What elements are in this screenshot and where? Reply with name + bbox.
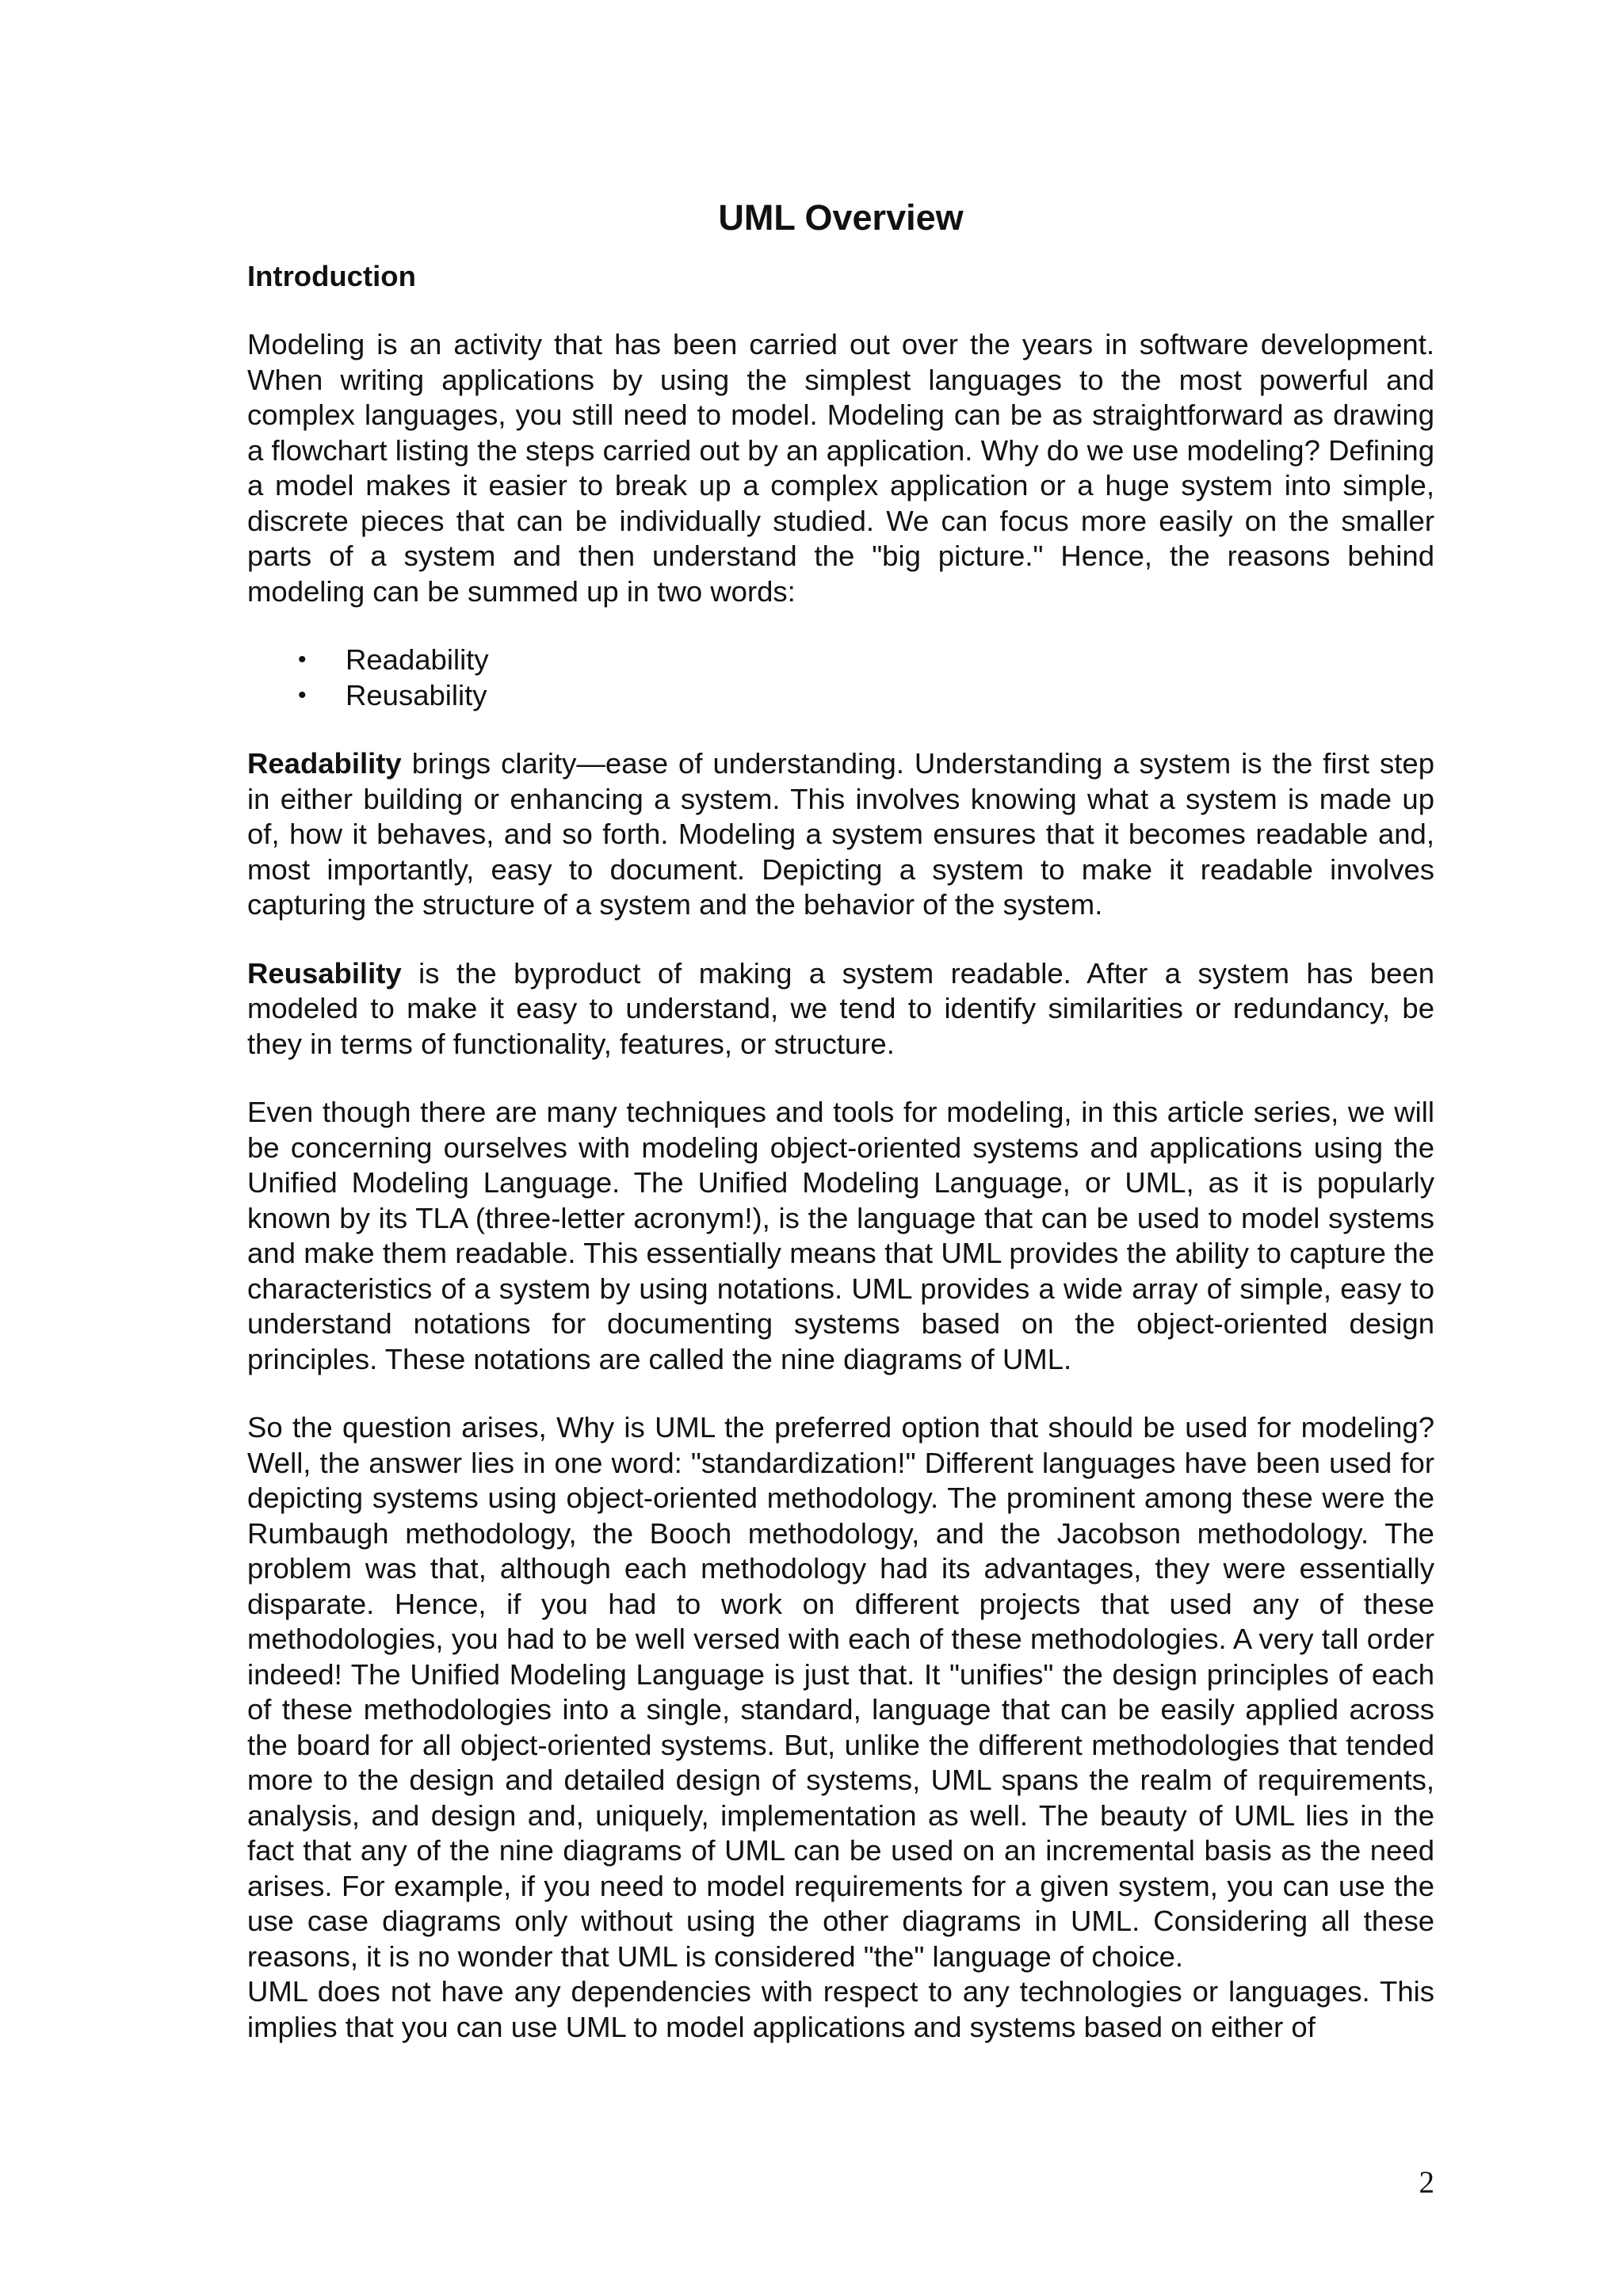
tools-paragraph: Even though there are many techniques and tools for modeling, in this article series, we will be concerning ourselves with modeling object-oriented systems and applications using the Unified Modeling Language. The Unified Modeling Language, or UML, as it is popularly known by its TLA (three-letter acronym!), is the language that can be used to model systems and make them readable. This essentially means that UML provides the ability to capture the characteristics of a system by using notations. UML provides a wide array of simple, easy to understand notations for documenting systems based on the object-oriented design principles. These notations are called the nine diagrams of UML.: [247, 1096, 1434, 1375]
readability-paragraph: [247, 746, 1434, 923]
reusability-body: is the byproduct of making a system readable. After a system has been modeled to make it easy to understand, we tend to identify similarities or redundancy, be they in terms of functionality, features, or structure.: [247, 956, 1434, 1060]
section-heading: Introduction: [247, 260, 416, 292]
question-paragraph: So the question arises, Why is UML the preferred option that should be used for modeling? Well, the answer lies in one word: "standardization!" Different languages have been used for depicting systems using object-oriented methodology. The prominent among these were the Rumbaugh methodology, the Booch methodology, and the Jacobson methodology. The problem was that, although each methodology had its advantages, they were essentially disparate. Hence, if you had to work on different projects that used any of these methodologies, you had to be well versed with each of these methodologies. A very tall order indeed! The Unified Modeling Language is just that. It "unifies" the design principles of each of these methodologies into a single, standard, language that can be easily applied across the board for all object-oriented systems. But, unlike the different methodologies that tended more to the design and detailed design of systems, UML spans the realm of requirements, analysis, and design and, uniquely, implementation as well. The beauty of UML lies in the fact that any of the nine diagrams of UML can be used on an incremental basis as the need arises. For example, if you need to model requirements for a given system, you can use the use case diagrams only without using the other diagrams in UML. Considering all these reasons, it is no wonder that UML is considered "the" language of choice.: [247, 1411, 1434, 1973]
list-item: [247, 678, 1434, 714]
dependencies-paragraph: UML does not have any dependencies with respect to any technologies or languages. This implies that you can use UML to model applications and systems based on either of: [247, 1975, 1434, 2043]
page-number: 2: [1419, 2165, 1434, 2199]
bullet-icon: •: [298, 681, 307, 708]
readability-lead: Readability: [247, 747, 402, 780]
readability-body: brings clarity—ease of understanding. Understanding a system is the first step in either building or enhancing a system. This involves knowing what a system is made up of, how it behaves, and so forth. Modeling a system ensures that it becomes readable and, most importantly, easy to document. Depicting a system to make it readable involves capturing the structure of a system and the behavior of the system.: [247, 747, 1434, 921]
reusability-lead: Reusability: [247, 956, 402, 990]
page-title: UML Overview: [718, 197, 964, 238]
intro-paragraph: Modeling is an activity that has been carried out over the years in software development. When writing applications by using the simplest languages to the most powerful and complex languages, you still need to model. Modeling can be as straightforward as drawing a flowchart listing the steps carried out by an application. Why do we use modeling? Defining a model makes it easier to break up a complex application or a huge system into simple, discrete pieces that can be individually studied. We can focus more easily on the smaller parts of a system and then understand the "big picture." Hence, the reasons behind modeling can be summed up in two words:: [247, 328, 1434, 608]
bullet-text: Readability: [346, 643, 489, 676]
page-content: [247, 194, 1434, 2045]
bullet-text: Reusability: [346, 678, 487, 711]
list-item: [247, 643, 1434, 678]
bullet-icon: •: [298, 646, 307, 673]
reusability-paragraph: [247, 956, 1434, 1062]
bullet-list: [247, 643, 1434, 713]
